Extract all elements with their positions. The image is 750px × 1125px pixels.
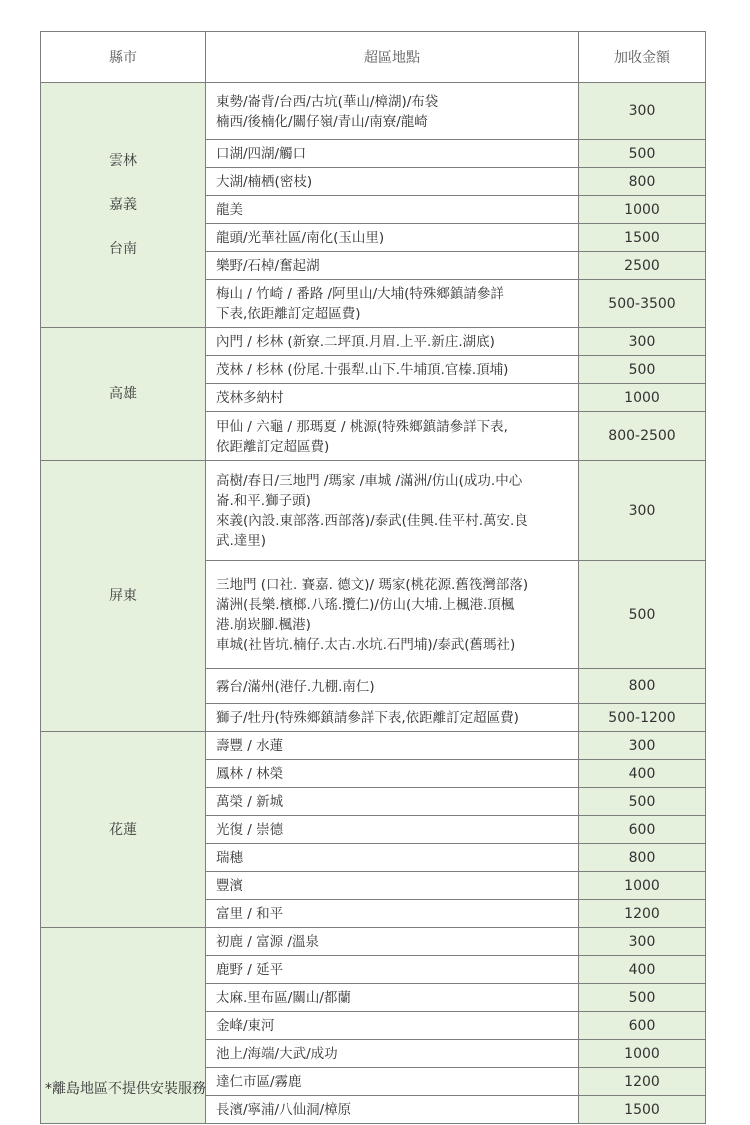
fee-cell: 800 (579, 168, 706, 196)
area-line: 甲仙 / 六龜 / 那瑪夏 / 桃源(特殊鄉鎮請參詳下表, (216, 418, 508, 435)
fee-cell: 1000 (579, 1040, 706, 1068)
area-block (216, 471, 570, 511)
area-line: 初鹿 / 富源 /溫泉 (216, 934, 319, 950)
fee-cell: 300 (579, 928, 706, 956)
table-row (41, 83, 706, 140)
fee-cell: 500-3500 (579, 280, 706, 328)
area-cell (206, 956, 579, 984)
area-line: 下表,依距離訂定超區費) (216, 306, 361, 322)
fee-cell: 1000 (579, 872, 706, 900)
area-line: 長濱/寧浦/八仙洞/樟原 (216, 1102, 352, 1118)
fee-cell: 800-2500 (579, 412, 706, 461)
area-cell (206, 384, 579, 412)
area-line: 高樹/春日/三地門 /瑪家 /車城 /滿洲/仿山(成功.中心 (216, 473, 523, 489)
area-line: 瑞穗 (216, 850, 243, 866)
fee-cell: 300 (579, 83, 706, 140)
fee-cell: 800 (579, 669, 706, 704)
area-line: 霧台/滿州(港仔.九棚.南仁) (216, 678, 375, 695)
fee-cell: 1500 (579, 224, 706, 252)
fee-cell: 300 (579, 732, 706, 760)
fee-cell: 400 (579, 760, 706, 788)
area-line: 依距離訂定超區費) (216, 438, 330, 455)
area-line: 內門 / 杉林 (新寮.二坪頂.月眉.上平.新庄.湖底) (216, 334, 495, 350)
area-cell (206, 224, 579, 252)
area-cell (206, 1012, 579, 1040)
area-cell (206, 140, 579, 168)
area-cell (206, 168, 579, 196)
header-area: 超區地點 (206, 32, 579, 83)
area-cell (206, 816, 579, 844)
area-line: 鹿野 / 延平 (216, 962, 284, 978)
area-line: 茂林多納村 (216, 390, 284, 406)
fee-cell: 300 (579, 328, 706, 356)
fee-cell: 1500 (579, 1096, 706, 1124)
area-cell (206, 844, 579, 872)
city-name: 高雄 (109, 386, 137, 402)
area-line: 東勢/崙背/台西/古坑(華山/樟湖)/布袋 (216, 93, 439, 110)
area-line: 崙.和平.獅子頭) (216, 493, 311, 509)
area-cell (206, 732, 579, 760)
area-line: 口湖/四湖/觸口 (216, 146, 307, 162)
area-block (216, 511, 570, 551)
fee-cell: 500 (579, 561, 706, 669)
area-block (216, 575, 570, 655)
area-line: 太麻.里布區/關山/都蘭 (216, 990, 351, 1006)
area-line: 池上/海端/大武/成功 (216, 1046, 338, 1062)
city-name: 花蓮 (109, 821, 137, 838)
area-cell (206, 669, 579, 704)
area-cell (206, 928, 579, 956)
area-line: 大湖/楠栖(密枝) (216, 174, 313, 190)
fee-cell: 600 (579, 1012, 706, 1040)
header-fee: 加收金額 (579, 32, 706, 83)
table-row (41, 328, 706, 356)
table-body (41, 83, 706, 1124)
table-row (41, 461, 706, 561)
area-cell (206, 760, 579, 788)
area-cell (206, 1068, 579, 1096)
area-line: 壽豐 / 水蓮 (216, 738, 284, 754)
area-cell (206, 900, 579, 928)
fee-cell: 1000 (579, 196, 706, 224)
area-cell (206, 412, 579, 461)
area-line: 港.崩崁腳.楓港) (216, 617, 311, 633)
area-line: 來義(內設.東部落.西部落)/泰武(佳興.佳平村.萬安.良 (216, 513, 528, 529)
area-cell (206, 1096, 579, 1124)
fee-cell: 500 (579, 788, 706, 816)
header-city: 縣市 (41, 32, 206, 83)
footnote: *離島地區不提供安裝服務 (45, 1081, 206, 1097)
fee-cell: 800 (579, 844, 706, 872)
fee-cell: 600 (579, 816, 706, 844)
area-line: 茂林 / 杉林 (份尾.十張犁.山下.牛埔頂.官榛.頂埔) (216, 362, 509, 378)
city-cell (41, 461, 206, 732)
area-cell (206, 788, 579, 816)
city-name: 屏東 (109, 588, 137, 604)
city-cell (41, 328, 206, 461)
area-cell (206, 328, 579, 356)
fee-cell: 1000 (579, 384, 706, 412)
city-name: 台南 (109, 241, 137, 257)
city-name: 雲林 (109, 153, 137, 169)
area-line: 三地門 (口社. 賽嘉. 德文)/ 瑪家(桃花源.舊筏灣部落) (216, 577, 529, 593)
city-name: 嘉義 (109, 197, 137, 213)
area-cell (206, 704, 579, 732)
area-line: 鳳林 / 林榮 (216, 766, 284, 782)
fee-cell: 1200 (579, 900, 706, 928)
fee-cell: 300 (579, 461, 706, 561)
area-cell (206, 461, 579, 561)
city-cell (41, 732, 206, 928)
area-cell (206, 561, 579, 669)
table-row (41, 928, 706, 956)
area-line: 武.達里) (216, 533, 267, 549)
area-cell (206, 356, 579, 384)
fee-cell: 1200 (579, 1068, 706, 1096)
fee-cell: 500 (579, 356, 706, 384)
area-cell (206, 1040, 579, 1068)
fee-cell: 500-1200 (579, 704, 706, 732)
area-line: 達仁市區/霧鹿 (216, 1074, 302, 1090)
area-cell (206, 984, 579, 1012)
area-line: 富里 / 和平 (216, 906, 284, 922)
area-line: 楠西/後楠化/關仔嶺/青山/南寮/龍崎 (216, 113, 428, 130)
fee-cell: 400 (579, 956, 706, 984)
area-cell (206, 280, 579, 328)
area-line: 車城(社皆坑.楠仔.太古.水坑.石門埔)/泰武(舊瑪社) (216, 637, 516, 653)
area-cell (206, 872, 579, 900)
area-line: 萬榮 / 新城 (216, 794, 284, 810)
area-line: 梅山 / 竹崎 / 番路 /阿里山/大埔(特殊鄉鎮請參詳 (216, 286, 504, 302)
area-line: 滿洲(長樂.檳榔.八瑤.攬仁)/仿山(大埔.上楓港.頂楓 (216, 597, 515, 613)
area-cell (206, 196, 579, 224)
surcharge-table (40, 31, 706, 1124)
area-line: 光復 / 崇德 (216, 822, 284, 838)
fee-cell: 500 (579, 984, 706, 1012)
fee-cell: 2500 (579, 252, 706, 280)
table-row (41, 732, 706, 760)
area-line: 龍美 (216, 202, 243, 218)
fee-cell: 500 (579, 140, 706, 168)
area-line: 樂野/石棹/奮起湖 (216, 258, 320, 274)
area-cell (206, 83, 579, 140)
area-line: 豐濱 (216, 878, 243, 894)
area-line: 龍頭/光華社區/南化(玉山里) (216, 230, 385, 246)
table-header-row (41, 32, 706, 83)
area-line: 獅子/牡丹(特殊鄉鎮請參詳下表,依距離訂定超區費) (216, 710, 519, 726)
area-line: 金峰/東河 (216, 1018, 275, 1034)
city-cell (41, 83, 206, 328)
area-cell (206, 252, 579, 280)
